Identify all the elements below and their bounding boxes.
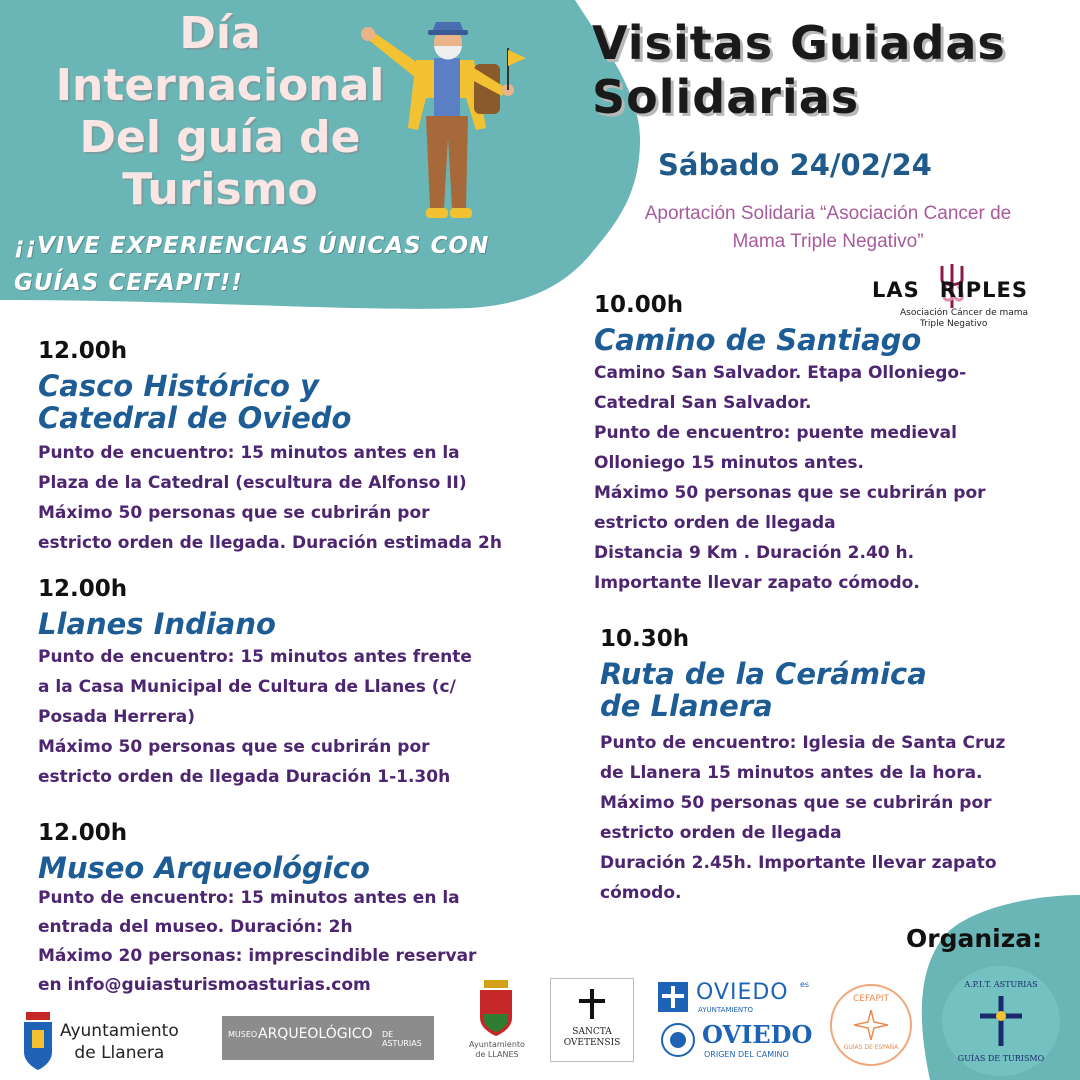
tour-description: Punto de encuentro: 15 minutos antes en la entrada del museo. Duración: 2h Máximo 20 personas: imprescindible reservar en info@guiasturismoasturias.com xyxy=(38,888,477,995)
tour-time: 10.30h xyxy=(600,626,690,652)
apit-bottom-text: GUÍAS DE TURISMO xyxy=(957,1054,1045,1063)
tour-title: Ruta de la Cerámica de Llanera xyxy=(600,657,927,723)
triples-name-part1: LAS xyxy=(872,278,920,302)
tour-title: Llanes Indiano xyxy=(38,607,276,641)
oviedo-cross-icon xyxy=(658,982,688,1012)
event-date: Sábado 24/02/24 xyxy=(658,148,932,182)
tour-description: Punto de encuentro: 15 minutos antes frente a la Casa Municipal de Cultura de Llanes (c/ Posada Herrera) Máximo 50 personas que se cubrirán por estricto orden de llegada Duración 1-1.30h xyxy=(38,647,472,787)
museo-tail: DE ASTURIAS xyxy=(382,1030,422,1048)
sancta-text: SANCTA OVETENSIS xyxy=(563,1027,621,1048)
cross-icon xyxy=(579,989,605,1019)
apit-asturias-logo xyxy=(942,966,1060,1076)
organiza-label: Organiza: xyxy=(906,924,1043,953)
tour-left-1 xyxy=(38,338,578,558)
cefapit-logo xyxy=(830,984,912,1066)
tour-time: 10.00h xyxy=(594,292,684,318)
tour-description: Camino San Salvador. Etapa Olloniego- Catedral San Salvador. Punto de encuentro: puente medieval Olloniego 15 minutos antes. Máximo 50 personas que se cubrirán por estricto orden de llegada Distancia 9 Km . Duración 2.40 h. Importante llevar zapato cómodo. xyxy=(594,363,986,593)
oviedo-subtitle-2: ORIGEN DEL CAMINO xyxy=(704,1050,789,1059)
oviedo-seal-icon xyxy=(660,1022,696,1058)
tour-left-3 xyxy=(38,820,578,1000)
oviedo-ayuntamiento-logo xyxy=(658,980,818,1016)
llanera-text: Ayuntamiento de Llanera xyxy=(60,1021,179,1063)
apit-top-text: A.P.I.T. ASTURIAS xyxy=(964,980,1038,989)
solidarity-note: Aportación Solidaria “Asociación Cancer de Mama Triple Negativo” xyxy=(644,203,1012,252)
ayuntamiento-llanes-logo xyxy=(462,980,532,1068)
oviedo-title-1-sup: es xyxy=(800,980,810,989)
museo-small: MUSEO xyxy=(228,1030,258,1039)
tour-description: Punto de encuentro: 15 minutos antes en la Plaza de la Catedral (escultura de Alfonso II) Máximo 50 personas que se cubrirán por estricto orden de llegada. Duración estimada 2h xyxy=(38,443,502,553)
hero-subtitle: ¡¡VIVE EXPERIENCIAS ÚNICAS CON GUÍAS CEFAPIT!! xyxy=(14,233,490,296)
triples-name-part2: RIPLES xyxy=(939,278,1028,302)
cefapit-compass-icon xyxy=(854,1010,888,1040)
hero-title: Día Internacional Del guía de Turismo xyxy=(55,8,385,215)
main-title: Visitas Guiadas Solidarias xyxy=(592,16,1006,124)
tour-title: Casco Histórico y Catedral de Oviedo xyxy=(38,369,352,435)
tour-right-2 xyxy=(600,626,1050,908)
tour-guide-illustration xyxy=(356,8,536,236)
museo-main: ARQUEOLÓGICO xyxy=(258,1026,373,1042)
oviedo-origen-logo xyxy=(658,1020,818,1064)
tour-time: 12.00h xyxy=(38,576,128,602)
tour-title: Museo Arqueológico xyxy=(38,851,370,885)
oviedo-subtitle-1: AYUNTAMIENTO xyxy=(698,1006,753,1014)
cefapit-top-text: CEFAPIT xyxy=(852,994,890,1004)
oviedo-title-2: OVIEDO xyxy=(702,1020,813,1049)
llanes-shield-icon xyxy=(476,980,516,1036)
tour-time: 12.00h xyxy=(38,338,128,364)
triples-caption-1: Asociación Cáncer de mama xyxy=(900,308,1029,318)
museo-arqueologico-logo xyxy=(222,1016,434,1060)
cefapit-bottom-text: GUÍAS DE ESPAÑA xyxy=(843,1044,899,1051)
sancta-ovetensis-logo xyxy=(550,978,634,1062)
triples-caption-2: Triple Negativo xyxy=(920,319,988,329)
tour-title: Camino de Santiago xyxy=(594,323,922,357)
apit-cross-icon xyxy=(976,994,1026,1048)
tour-left-2 xyxy=(38,576,578,792)
llanes-text: Ayuntamiento de LLANES xyxy=(469,1040,525,1059)
tour-description: Punto de encuentro: Iglesia de Santa Cruz de Llanera 15 minutos antes de la hora. Máximo 50 personas que se cubrirán por estricto orden de llegada Duración 2.45h. Importante llevar zapato cómodo. xyxy=(600,733,1006,903)
tour-time: 12.00h xyxy=(38,820,128,846)
oviedo-title-1: OVIEDO xyxy=(696,980,789,1005)
llanera-crest-icon xyxy=(20,1012,56,1072)
tour-right-1 xyxy=(594,292,1044,598)
ayuntamiento-llanera-logo xyxy=(20,1012,210,1072)
